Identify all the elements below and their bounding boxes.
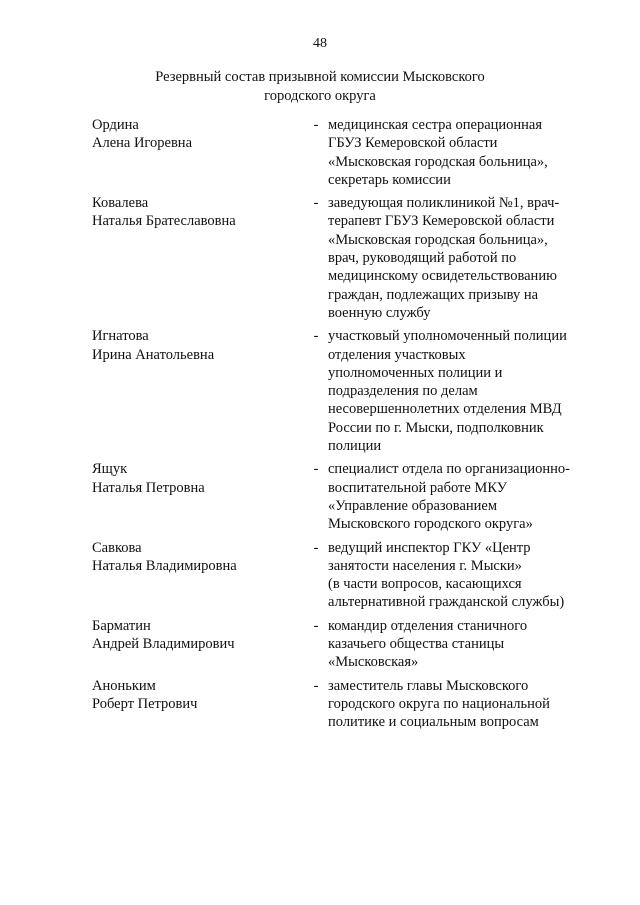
member-given-names: Наталья Братеславовна <box>92 213 236 230</box>
role-line: занятости населения г. Мыски» <box>328 557 522 574</box>
roster-entry <box>92 460 570 533</box>
member-given-names: Наталья Владимировна <box>92 557 237 574</box>
role-line: политике и социальным вопросам <box>328 714 539 731</box>
role-line: секретарь комиссии <box>328 171 451 188</box>
separator-dash: - <box>313 117 319 133</box>
separator-dash: - <box>313 328 319 345</box>
roster-entry <box>92 327 567 455</box>
member-role <box>328 327 567 455</box>
member-role <box>328 677 562 732</box>
role-line: «Управление образованием <box>328 497 498 514</box>
separator-dash: - <box>313 195 319 212</box>
member-surname: Ящук <box>92 461 128 478</box>
role-line: командир отделения станичного <box>328 617 528 634</box>
role-line: городского округа по национальной <box>328 695 550 712</box>
member-name <box>92 617 304 654</box>
role-line: России по г. Мыски, подполковник <box>328 419 544 436</box>
member-given-names: Алена Игоревна <box>92 135 192 152</box>
member-surname: Ордина <box>92 117 139 133</box>
role-line: «Мысковская» <box>328 654 419 671</box>
member-name <box>92 194 304 231</box>
member-given-names: Наталья Петровна <box>92 479 205 496</box>
separator-dash: - <box>313 539 319 556</box>
member-given-names: Роберт Петрович <box>92 695 198 712</box>
member-role <box>328 194 562 322</box>
role-line: участковый уполномоченный полиции <box>328 328 567 345</box>
member-role <box>328 539 564 612</box>
member-role <box>328 116 562 189</box>
member-role <box>328 617 562 672</box>
role-line: уполномоченных полиции и <box>328 364 503 381</box>
member-given-names: Андрей Владимирович <box>92 636 235 653</box>
member-name <box>92 327 304 364</box>
roster-entry <box>92 194 562 322</box>
commission-roster <box>92 116 570 737</box>
member-surname: Савкова <box>92 539 142 556</box>
role-line: (в части вопросов, касающихся <box>328 576 522 593</box>
member-surname: Игнатова <box>92 328 149 345</box>
role-line: заместитель главы Мысковского <box>328 677 529 694</box>
page-number: 48 <box>313 36 327 51</box>
role-line: несовершеннолетних отделения МВД <box>328 401 562 418</box>
role-line: подразделения по делам <box>328 383 478 400</box>
separator-dash: - <box>313 617 319 634</box>
member-name <box>92 460 304 497</box>
document-title <box>120 68 520 106</box>
member-surname: Ковалева <box>92 195 149 212</box>
member-role <box>328 460 570 533</box>
role-line: граждан, подлежащих призыву на <box>328 286 539 303</box>
role-line: военную службу <box>328 304 431 321</box>
role-line: терапевт ГБУЗ Кемеровской области <box>328 213 555 230</box>
role-line: воспитательной работе МКУ <box>328 479 507 496</box>
role-line: казачьего общества станицы <box>328 636 505 653</box>
role-line: медицинскому освидетельствованию <box>328 268 557 285</box>
separator-dash: - <box>313 461 319 478</box>
separator-dash: - <box>313 677 319 694</box>
role-line: Мысковского городского округа» <box>328 516 533 533</box>
role-line: альтернативной гражданской службы) <box>328 594 565 611</box>
role-line: отделения участковых <box>328 346 466 363</box>
role-line: ГБУЗ Кемеровской области <box>328 135 498 152</box>
member-surname: Аноньким <box>92 677 156 694</box>
roster-entry <box>92 677 562 732</box>
role-line: полиции <box>328 438 382 455</box>
role-line: ведущий инспектор ГКУ «Центр <box>328 539 531 556</box>
member-given-names: Ирина Анатольевна <box>92 346 215 363</box>
member-name <box>92 677 304 714</box>
member-name <box>92 539 304 576</box>
roster-entry <box>92 539 565 612</box>
role-line: специалист отдела по организационно- <box>328 461 570 478</box>
roster-entry <box>92 617 562 672</box>
title-line: городского округа <box>264 88 376 104</box>
role-line: медицинская сестра операционная <box>328 117 543 133</box>
title-line: Резервный состав призывной комиссии Мысковского <box>155 69 485 85</box>
member-surname: Барматин <box>92 617 151 634</box>
roster-entry <box>92 116 562 189</box>
role-line: «Мысковская городская больница», <box>328 231 548 248</box>
member-name <box>92 116 304 153</box>
role-line: заведующая поликлиникой №1, врач- <box>328 195 560 212</box>
role-line: «Мысковская городская больница», <box>328 153 548 170</box>
role-line: врач, руководящий работой по <box>328 250 517 267</box>
